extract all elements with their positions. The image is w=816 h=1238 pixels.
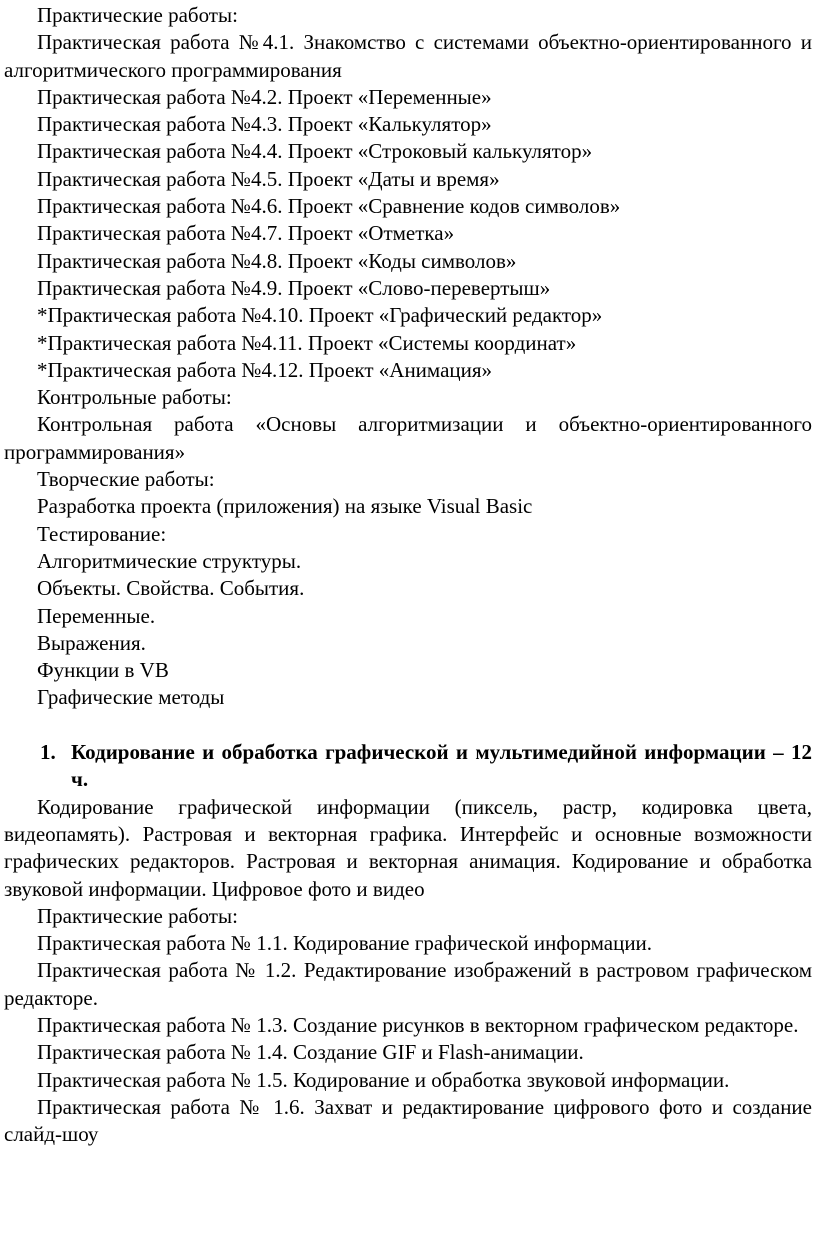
paragraph-work-4-1: Практическая работа №4.1. Знакомство с системами объектно-ориентированного и алгоритмического программирования xyxy=(4,30,812,82)
paragraph-test-expressions: Выражения. xyxy=(37,630,146,655)
section-work-1-3: Практическая работа № 1.3. Создание рисунков в векторном графическом редакторе. xyxy=(37,1012,799,1037)
section-work-1-4: Практическая работа № 1.4. Создание GIF и Flash-анимации. xyxy=(37,1040,584,1065)
section-work-1-5: Практическая работа № 1.5. Кодирование и обработка звуковой информации. xyxy=(37,1067,730,1092)
paragraph-test-algorithmic: Алгоритмические структуры. xyxy=(37,548,302,573)
section-work-1-6: Практическая работа № 1.6. Захват и редактирование цифрового фото и создание слайд-шоу xyxy=(4,1094,812,1147)
paragraph-testing-label: Тестирование: xyxy=(37,521,167,546)
paragraph-practical-works-label: Практические работы: xyxy=(37,3,238,27)
section-heading xyxy=(4,739,812,794)
blank-line xyxy=(4,712,812,739)
paragraph-work-4-7: Практическая работа №4.7. Проект «Отметка» xyxy=(37,221,455,246)
paragraph-control-work: Контрольная работа «Основы алгоритмизации и объектно-ориентированного программирования» xyxy=(4,412,812,464)
paragraph-work-4-11: *Практическая работа №4.11. Проект «Системы координат» xyxy=(37,330,577,355)
paragraph-work-4-12: *Практическая работа №4.12. Проект «Анимация» xyxy=(37,357,493,382)
paragraph-test-graphic-methods: Графические методы xyxy=(37,685,225,710)
section-works-label: Практические работы: xyxy=(37,903,238,928)
section-number: 1. xyxy=(40,740,56,765)
section-title: Кодирование и обработка графической и мультимедийной информации – 12 ч. xyxy=(71,740,812,792)
paragraph-work-4-10: *Практическая работа №4.10. Проект «Графический редактор» xyxy=(37,303,603,328)
paragraph-work-4-8: Практическая работа №4.8. Проект «Коды символов» xyxy=(37,248,517,273)
paragraph-work-4-2: Практическая работа №4.2. Проект «Переменные» xyxy=(37,84,492,109)
paragraph-test-variables: Переменные. xyxy=(37,603,156,628)
paragraph-work-4-5: Практическая работа №4.5. Проект «Даты и время» xyxy=(37,166,500,191)
paragraph-work-4-4: Практическая работа №4.4. Проект «Строковый калькулятор» xyxy=(37,139,593,164)
section-work-1-2: Практическая работа № 1.2. Редактирование изображений в растровом графическом редакторе. xyxy=(4,958,812,1010)
paragraph-control-works-label: Контрольные работы: xyxy=(37,385,232,410)
section-description: Кодирование графической информации (пиксель, растр, кодировка цвета, видеопамять). Растровая и векторная графика. Интерфейс и основные возможности графических редакторов. Растровая и векторная анимация. Кодирование и обработка звуковой информации. Цифровое фото и видео xyxy=(4,794,812,901)
paragraph-work-4-6: Практическая работа №4.6. Проект «Сравнение кодов символов» xyxy=(37,194,621,219)
paragraph-work-4-3: Практическая работа №4.3. Проект «Калькулятор» xyxy=(37,112,492,137)
section-work-1-1: Практическая работа № 1.1. Кодирование графической информации. xyxy=(37,931,653,956)
paragraph-creative-works-label: Творческие работы: xyxy=(37,467,215,492)
paragraph-creative-work: Разработка проекта (приложения) на языке Visual Basic xyxy=(37,494,533,519)
paragraph-test-functions: Функции в VB xyxy=(37,658,169,683)
paragraph-test-objects: Объекты. Свойства. События. xyxy=(37,576,305,601)
paragraph-work-4-9: Практическая работа №4.9. Проект «Слово-перевертыш» xyxy=(37,275,551,300)
